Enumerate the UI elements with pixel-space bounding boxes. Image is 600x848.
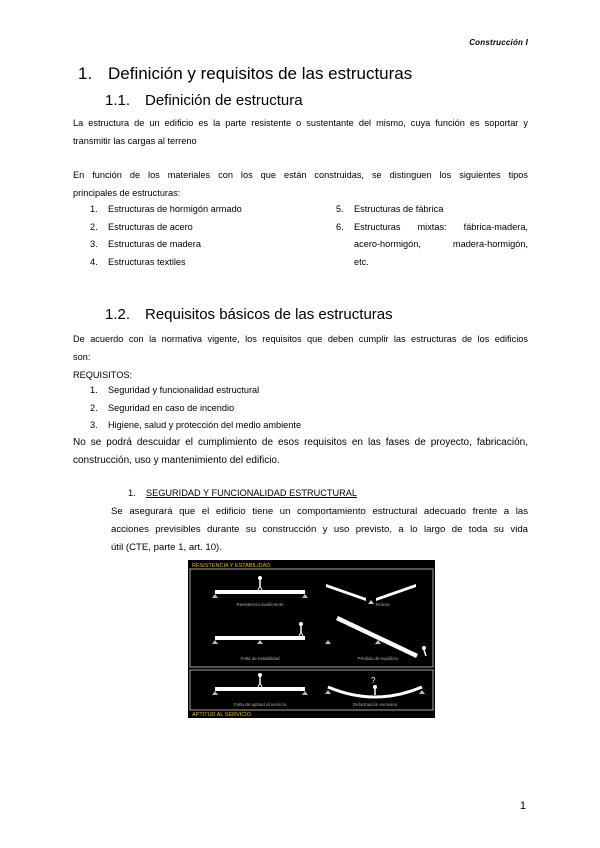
list-item	[336, 201, 528, 219]
page-number: 1	[519, 800, 526, 812]
list-item	[90, 382, 301, 400]
question-mark-icon: ?	[371, 676, 376, 685]
paragraph-line: Se asegurará que el edificio tiene un comportamiento estructural adecuado frente a las	[111, 506, 528, 517]
person-icon	[299, 622, 303, 626]
paragraph-line: acciones previsibles durante su construcción y uso previsto, a lo largo de toda su vida	[111, 524, 528, 535]
beam-shape	[215, 636, 305, 640]
list-number: 6.	[336, 221, 344, 232]
requisitos-label: REQUISITOS:	[73, 370, 133, 380]
paragraph-line: transmitir las cargas al terreno	[73, 136, 197, 146]
list-item	[90, 400, 301, 418]
figure-bottom-label: APTITUD AL SERVICIO	[192, 712, 251, 718]
subsection-number: 1.2.	[105, 306, 131, 323]
list-label: Estructuras de acero	[108, 221, 193, 232]
figure-top-label: RESISTENCIA Y ESTABILIDAD	[192, 563, 271, 569]
list-label: Seguridad en caso de incendio	[108, 402, 235, 413]
list-label: Estructuras de madera	[108, 239, 201, 249]
caption-1: Resistencia insuficiente	[236, 602, 284, 607]
list-label: Estructuras textiles	[108, 256, 186, 267]
paragraph-line: En función de los materiales con los que están construidas, se distinguen los siguientes tipos	[73, 170, 528, 180]
list-number: 2.	[90, 221, 98, 232]
caption-3: Falta de estabilidad	[240, 656, 280, 661]
list-label	[354, 219, 528, 272]
structural-requirements-figure	[188, 560, 435, 718]
paragraph-line: No se podrá descuidar el cumplimiento de esos requisitos en las fases de proyecto, fabricación,	[73, 437, 528, 448]
subsection-number: 1.1.	[105, 92, 131, 109]
paragraph-line: La estructura de un edificio es la parte resistente o sustentante del mismo, cuya función es soportar y	[73, 118, 528, 128]
subsection-heading-1-2	[105, 306, 393, 323]
list-label-line: Estructuras mixtas: fábrica-madera,	[354, 221, 528, 232]
paragraph-line: útil (CTE, parte 1, art. 10).	[111, 542, 222, 553]
caption-4: Pérdida de equilibrio	[357, 656, 399, 661]
section-title: Definición y requisitos de las estructuras	[108, 64, 413, 83]
figure-svg	[188, 560, 435, 718]
list-item	[90, 201, 242, 219]
list-label-line: acero-hormigón, madera-hormigón,	[354, 239, 528, 249]
list-label: Seguridad y funcionalidad estructural	[108, 385, 260, 395]
paragraph-line: principales de estructuras:	[73, 188, 181, 198]
seguridad-heading	[128, 488, 357, 498]
list-number: 3.	[90, 420, 98, 430]
requirements-intro-paragraph	[73, 330, 528, 384]
list-number: 4.	[90, 256, 98, 267]
section-heading	[78, 64, 412, 84]
seguridad-paragraph	[111, 503, 528, 557]
list-label: Higiene, salud y protección del medio ambiente	[108, 420, 302, 430]
list-number: 3.	[90, 239, 98, 249]
list-number: 5.	[336, 204, 344, 214]
definition-paragraph	[73, 114, 528, 150]
caption-5: Falta de aptitud al servicio	[233, 702, 287, 707]
paragraph-line: construcción, uso y mantenimiento del edificio.	[73, 455, 280, 466]
beam-shape	[215, 687, 305, 691]
list-item	[90, 219, 242, 237]
heading-number: 1.	[128, 488, 136, 498]
caption-2: Rotura	[376, 602, 390, 607]
heading-title: SEGURIDAD Y FUNCIONALIDAD ESTRUCTURAL	[146, 488, 358, 498]
paragraph-line: De acuerdo con la normativa vigente, los requisitos que deben cumplir las estructuras de los edificios	[73, 334, 528, 344]
header-course: Construcción I	[469, 38, 528, 47]
person-icon	[258, 673, 262, 677]
beam-shape	[215, 590, 305, 594]
subsection-title: Definición de estructura	[145, 92, 303, 109]
person-icon	[258, 576, 262, 580]
paragraph-line: son:	[73, 352, 91, 362]
requirements-list	[90, 382, 301, 435]
list-item	[90, 236, 242, 254]
list-label: Estructuras de fábrica	[354, 204, 444, 214]
caption-6: Deformación excesiva	[352, 702, 398, 707]
structure-types-right-list	[336, 201, 528, 271]
subsection-title: Requisitos básicos de las estructuras	[145, 306, 393, 323]
subsection-heading-1-1	[105, 92, 303, 109]
list-number: 1.	[90, 385, 98, 395]
list-label: Estructuras de hormigón armado	[108, 204, 242, 214]
closing-paragraph	[73, 434, 528, 470]
person-icon	[373, 685, 377, 689]
list-item	[90, 254, 242, 272]
list-number: 1.	[90, 204, 98, 214]
list-label-line: etc.	[354, 256, 369, 267]
list-item	[90, 417, 301, 435]
section-number: 1.	[78, 64, 93, 83]
falling-person-icon	[422, 646, 426, 650]
structure-types-left-list	[90, 201, 242, 271]
list-number: 2.	[90, 402, 98, 413]
types-intro-paragraph	[73, 166, 528, 202]
list-item	[336, 219, 528, 272]
